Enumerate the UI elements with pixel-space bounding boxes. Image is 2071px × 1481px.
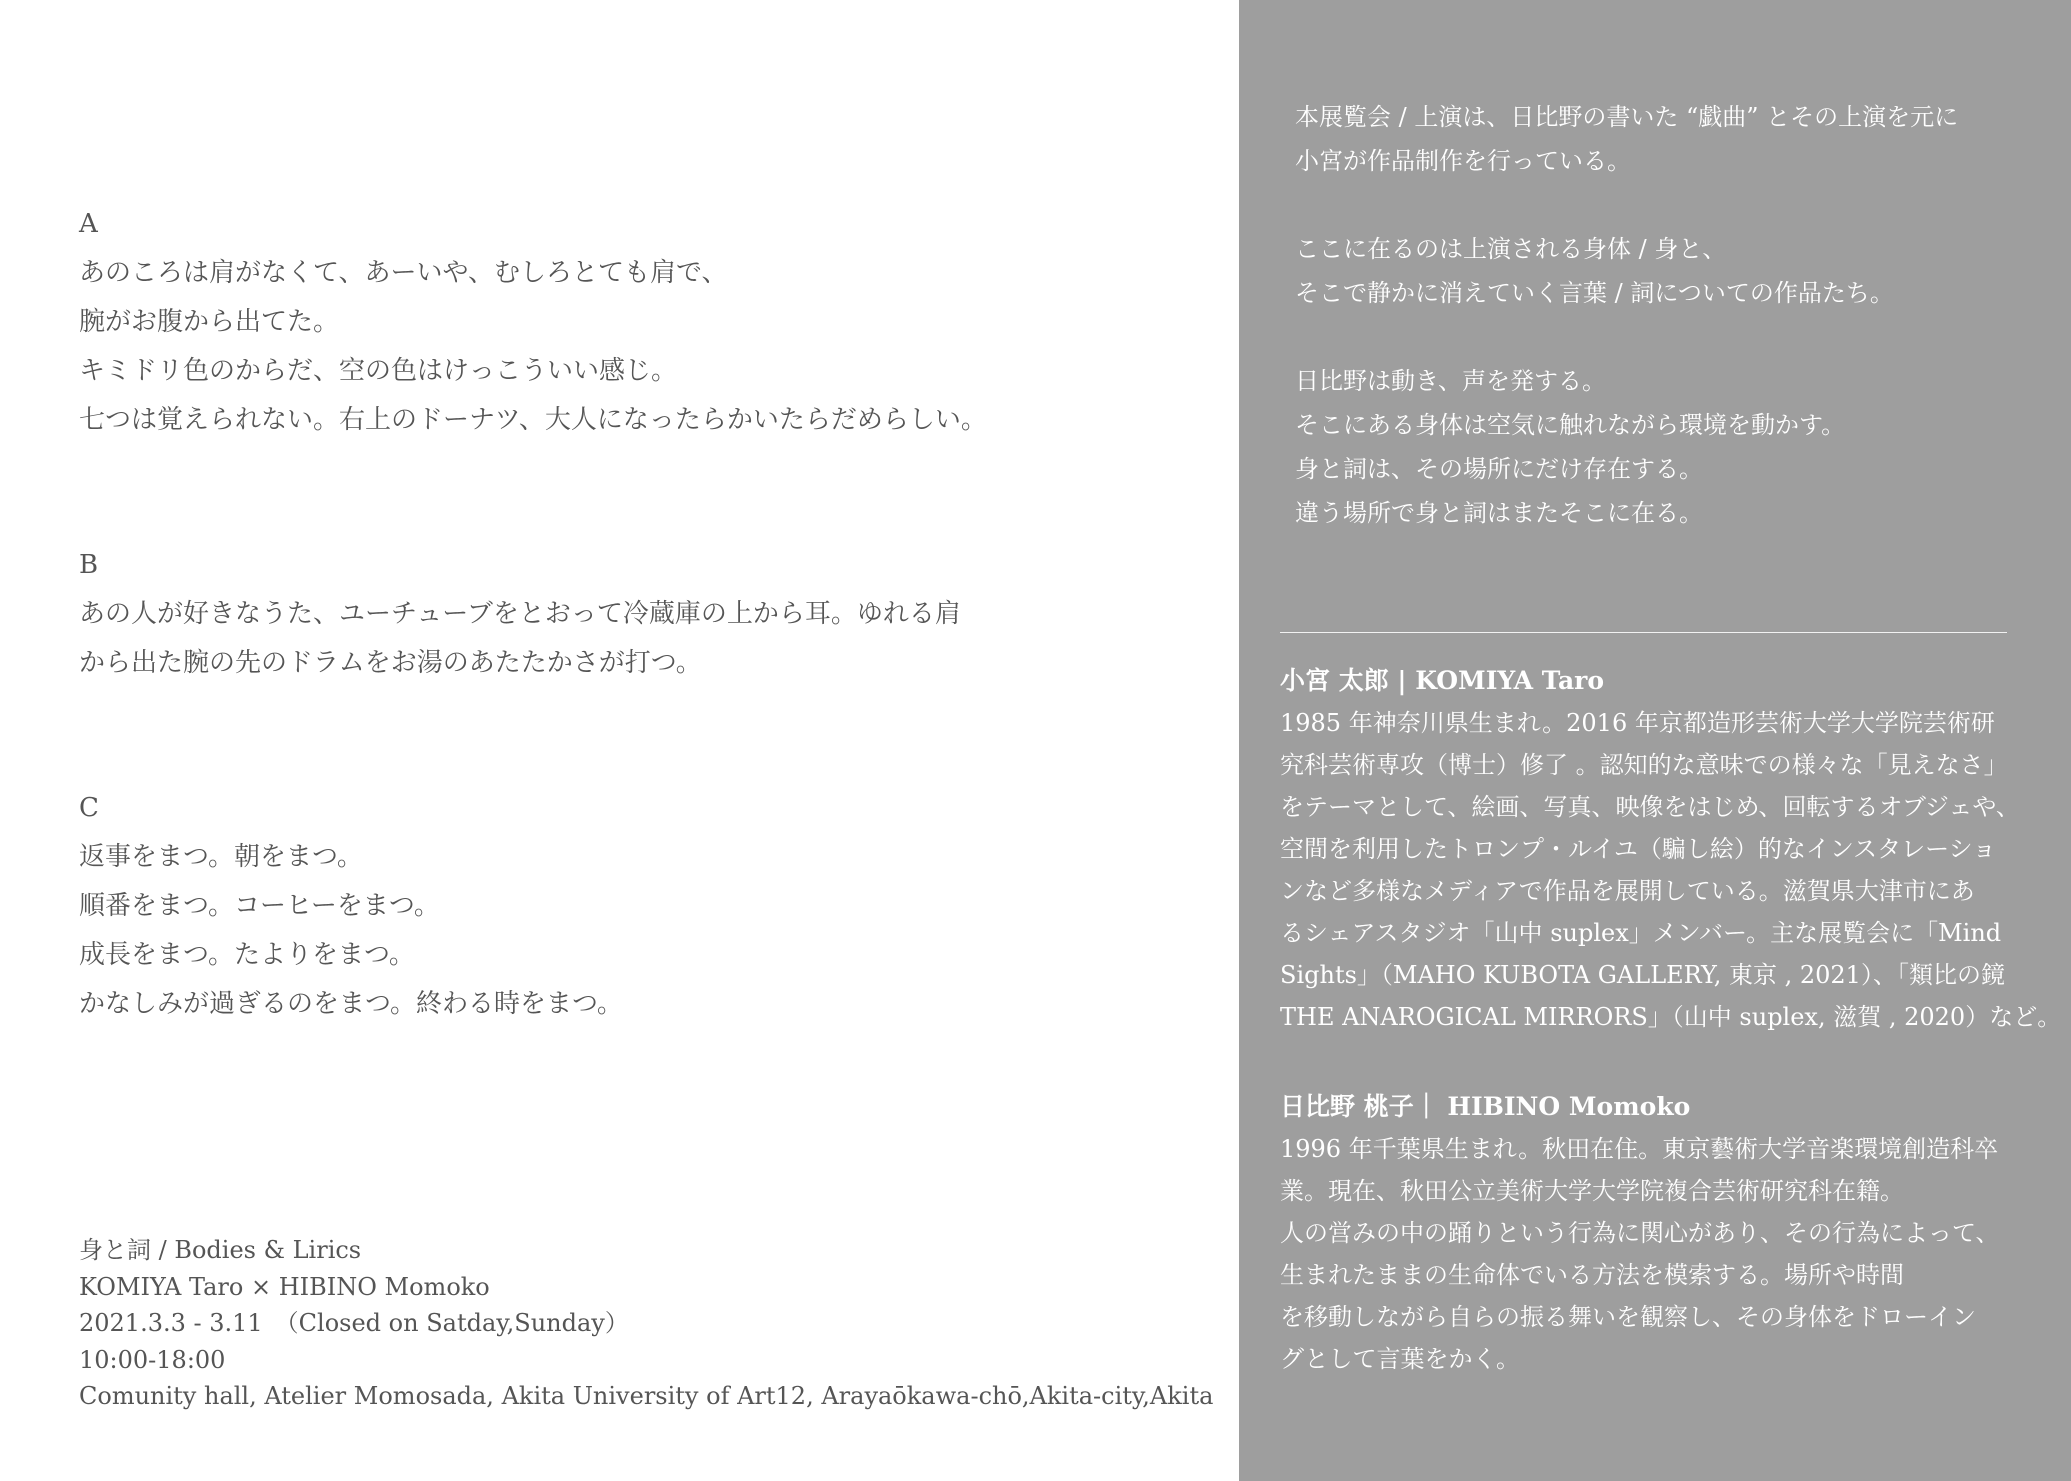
bio-line: 業。現在、秋田公立美術大学大学院複合芸術研究科在籍。 bbox=[1280, 1177, 1904, 1205]
section-label: B bbox=[79, 550, 99, 580]
section-label: A bbox=[79, 209, 98, 239]
bio-line: を移動しながら自らの振る舞いを観察し、その身体をドローイン bbox=[1280, 1303, 1976, 1331]
statement-line: 身と詞は、その場所にだけ存在する。 bbox=[1295, 455, 1703, 483]
statement-line: そこにある身体は空気に触れながら環境を動かす。 bbox=[1295, 411, 1846, 439]
bio-line: 1996 年千葉県生まれ。秋田在住。東京藝術大学音楽環境創造科卒 bbox=[1280, 1135, 1999, 1163]
bio-line: Sights」（MAHO KUBOTA GALLERY, 東京 , 2021）、「類比の鏡 bbox=[1280, 961, 2005, 989]
exhibition-title: 身と詞 / Bodies & Lirics bbox=[79, 1236, 362, 1264]
exhibition-hours: 10:00-18:00 bbox=[79, 1345, 226, 1374]
bio-line: 生まれたままの生命体でいる方法を模索する。場所や時間 bbox=[1280, 1261, 1904, 1289]
bio-name: 日比野 桃子｜ HIBINO Momoko bbox=[1280, 1092, 1691, 1121]
bio-line: 1985 年神奈川県生まれ。2016 年京都造形芸術大学大学院芸術研 bbox=[1280, 709, 1995, 737]
statement-line: 違う場所で身と詞はまたそこに在る。 bbox=[1295, 499, 1703, 527]
paragraph-gap bbox=[1295, 315, 1958, 359]
exhibition-dates: 2021.3.3 - 3.11 （Closed on Satday,Sunday） bbox=[79, 1309, 629, 1337]
bio-line: るシェアスタジオ「山中 suplex」メンバー。主な展覧会に「Mind bbox=[1280, 919, 2002, 947]
poem-line: かなしみが過ぎるのをまつ。終わる時をまつ。 bbox=[79, 989, 623, 1019]
statement-line: ここに在るのは上演される身体 / 身と、 bbox=[1295, 235, 1727, 263]
poem-line: から出た腕の先のドラムをお湯のあたたかさが打つ。 bbox=[79, 648, 702, 678]
bio-line: をテーマとして、絵画、写真、映像をはじめ、回転するオブジェや、 bbox=[1280, 793, 2020, 821]
bio-hibino bbox=[1280, 1086, 2000, 1380]
poem-line: 返事をまつ。朝をまつ。 bbox=[79, 842, 363, 872]
bio-line: グとして言葉をかく。 bbox=[1280, 1345, 1520, 1373]
statement-line: そこで静かに消えていく言葉 / 詞についての作品たち。 bbox=[1295, 279, 1894, 307]
exhibition-venue: Comunity hall, Atelier Momosada, Akita University of Art12, Arayaōkawa-chō,Akita-city,Akita bbox=[79, 1382, 1214, 1410]
poem-line: あの人が好きなうた、ユーチューブをとおって冷蔵庫の上から耳。ゆれる肩 bbox=[79, 599, 961, 629]
poem-section-c bbox=[79, 784, 623, 1029]
exhibition-info bbox=[79, 1232, 1213, 1415]
paragraph-gap bbox=[1295, 183, 1958, 227]
poem-line: あのころは肩がなくて、あーいや、むしろとても肩で、 bbox=[79, 258, 728, 288]
bio-line: THE ANAROGICAL MIRRORS」（山中 suplex, 滋賀 , 2020）など。 bbox=[1280, 1003, 2062, 1031]
bio-line: 空間を利用したトロンプ・ルイユ（騙し絵）的なインスタレーショ bbox=[1280, 835, 1997, 863]
statement-line: 小宮が作品制作を行っている。 bbox=[1295, 147, 1631, 175]
section-label: C bbox=[79, 793, 99, 823]
exhibition-artists: KOMIYA Taro × HIBINO Momoko bbox=[79, 1272, 490, 1301]
statement-line: 本展覧会 / 上演は、日比野の書いた “戯曲” とその上演を元に bbox=[1295, 103, 1959, 131]
statement-line: 日比野は動き、声を発する。 bbox=[1295, 367, 1607, 395]
bio-line: 究科芸術専攻（博士）修了 。認知的な意味での様々な「見えなさ」 bbox=[1280, 751, 2008, 779]
bio-komiya bbox=[1280, 660, 2061, 1038]
poem-line: 腕がお腹から出てた。 bbox=[79, 307, 340, 337]
bio-name: 小宮 太郎 | KOMIYA Taro bbox=[1280, 666, 1605, 695]
right-panel bbox=[1239, 0, 2071, 1481]
poem-section-a bbox=[79, 200, 987, 445]
bio-line: 人の営みの中の踊りという行為に関心があり、その行為によって、 bbox=[1280, 1219, 2000, 1247]
poem-line: 順番をまつ。コーヒーをまつ。 bbox=[79, 891, 440, 921]
divider bbox=[1280, 632, 2007, 633]
poem-line: 七つは覚えられない。右上のドーナツ、大人になったらかいたらだめらしい。 bbox=[79, 405, 987, 435]
bio-line: ンなど多様なメディアで作品を展開している。滋賀県大津市にあ bbox=[1280, 877, 1975, 905]
poem-line: キミドリ色のからだ、空の色はけっこういい感じ。 bbox=[79, 356, 678, 386]
poem-line: 成長をまつ。たよりをまつ。 bbox=[79, 940, 415, 970]
exhibition-statement bbox=[1295, 95, 1958, 535]
poem-section-b bbox=[79, 541, 961, 688]
